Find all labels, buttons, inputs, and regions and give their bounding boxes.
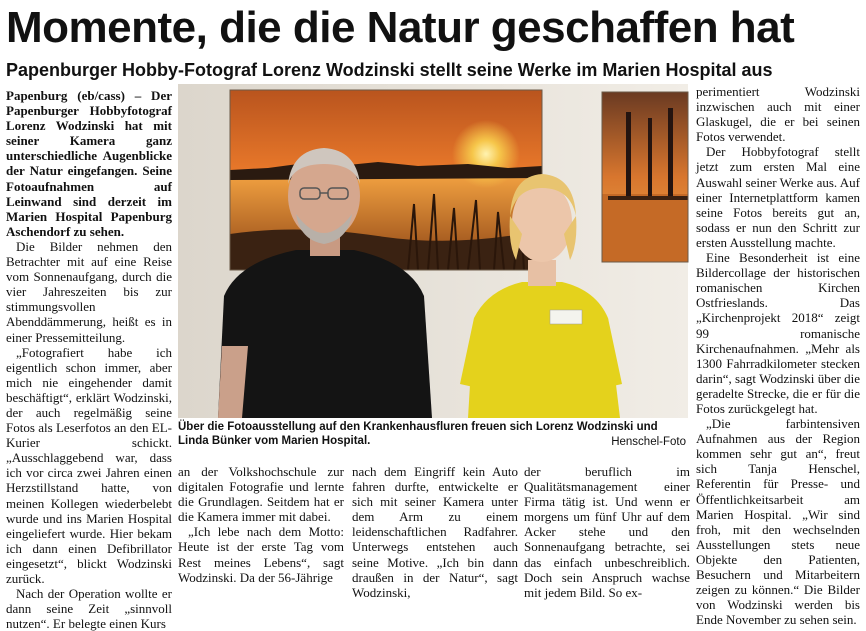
article-photo <box>178 84 688 418</box>
article-column-4 <box>524 464 690 600</box>
subheadline: Papenburger Hobby-Fotograf Lorenz Wodzinski stellt seine Werke im Marien Hospital aus <box>6 60 773 80</box>
article-column-5 <box>696 84 860 628</box>
paragraph: „Ich lebe nach dem Motto: Heute ist der erste Tag vom Rest meines Lebens“, sagt Wodzinski. Da der 56-Jährige <box>178 524 344 585</box>
paragraph: Eine Besonderheit ist eine Bildercollage der historischen romanischen Kirchen Ostfrieslands. Das „Kirchenprojekt 2018“ zeigt 99 romanische Kirchenaufnahmen. „Mehr als 1300 Fahrradkilometer stecken darin“, sagt Wodzinski über die geradelte Strecke, die er für die Fotos zurückgelegt hat. <box>696 250 860 416</box>
paragraph: perimentiert Wodzinski inzwischen auch mit einer Glaskugel, die er bei seinen Fotos verwendet. <box>696 84 860 145</box>
article-column-3 <box>352 464 518 600</box>
paragraph: Nach der Operation wollte er dann seine Zeit „sinnvoll nutzen“. Er belegte einen Kurs <box>6 586 172 631</box>
article-column-1 <box>6 88 172 631</box>
lead-paragraph: Papenburg (eb/cass) – Der Papenburger Hobbyfotograf Lorenz Wodzinski hat mit seiner Kamera ganz unterschiedliche Augenblicke der Natur eingefangen. Seine Fotoaufnahmen auf Leinwand sind derzeit im Marien Hospital Papenburg Aschendorf zu sehen. <box>6 88 172 239</box>
paragraph: „Fotografiert habe ich eigentlich schon immer, aber mich nie eingehender damit beschäftigt“, erklärt Wodzinski, der auch regelmäßig seine Fotos als Leserfotos an den EL-Kurier schickt. „Ausschlaggebend war, dass ich vor circa zwei Jahren einen Herzstillstand hatte, von meinen Kollegen wiederbelebt wurde und ins Marien Hospital eingeliefert wurde. Hier bekam ich dann einen Defibrillator eingesetzt“, blickt Wodzinski zurück. <box>6 344 172 586</box>
paragraph: an der Volkshochschule zur digitalen Fotografie und lernte die Grundlagen. Seitdem hat er die Kamera immer mit dabei. <box>178 464 344 525</box>
paragraph: der beruflich im Qualitätsmanagement einer Firma tätig ist. Und wenn er morgens um fünf Uhr auf dem Acker stehe und den Sonnenaufgang betrachte, sei das einfach unbeschreiblich. Doch sein Anspruch wachse mit jedem Bild. So ex- <box>524 464 690 600</box>
caption-text: Über die Fotoausstellung auf den Krankenhausfluren freuen sich Lorenz Wodzinski und Linda Bünker vom Marien Hospital. <box>178 421 658 447</box>
paragraph: Der Hobbyfotograf stellt jetzt zum ersten Mal eine Auswahl seiner Werke aus. Auf einer Internetplattform kamen seine Fotos bereits gut an, sodass er nun den Schritt zur ersten Ausstellung machte. <box>696 144 860 250</box>
paragraph: nach dem Eingriff kein Auto fahren durfte, entwickelte er sich mit seiner Kamera unter dem Arm zu einem leidenschaftlichen Radfahrer. Unterwegs entstehen auch seine Motive. „Ich bin dann draußen in der Natur“, sagt Wodzinski, <box>352 464 518 600</box>
photo-caption <box>178 420 688 460</box>
paragraph: „Die farbintensiven Aufnahmen aus der Region kommen sehr gut an“, freut sich Tanja Henschel, Referentin für Presse- und Öffentlichkeitsarbeit am Marien Hospital. „Wir sind froh, mit den wechselnden Ausstellungen stets neue Objekte den Patienten, Besuchern und Mitarbeitern zeigen zu können.“ Die Bilder von Wodzinski werden bis Ende November zu sehen sein. <box>696 416 860 628</box>
paragraph: Die Bilder nehmen den Betrachter mit auf eine Reise vom Sonnenaufgang, durch die vier Jahreszeiten bis zur stimmungsvollen Abenddämmerung, heißt es in einer Pressemitteilung. <box>6 238 172 345</box>
article-column-2 <box>178 464 344 585</box>
headline: Momente, die die Natur geschaffen hat <box>6 3 795 52</box>
photo-credit: Henschel-Foto <box>611 436 686 448</box>
